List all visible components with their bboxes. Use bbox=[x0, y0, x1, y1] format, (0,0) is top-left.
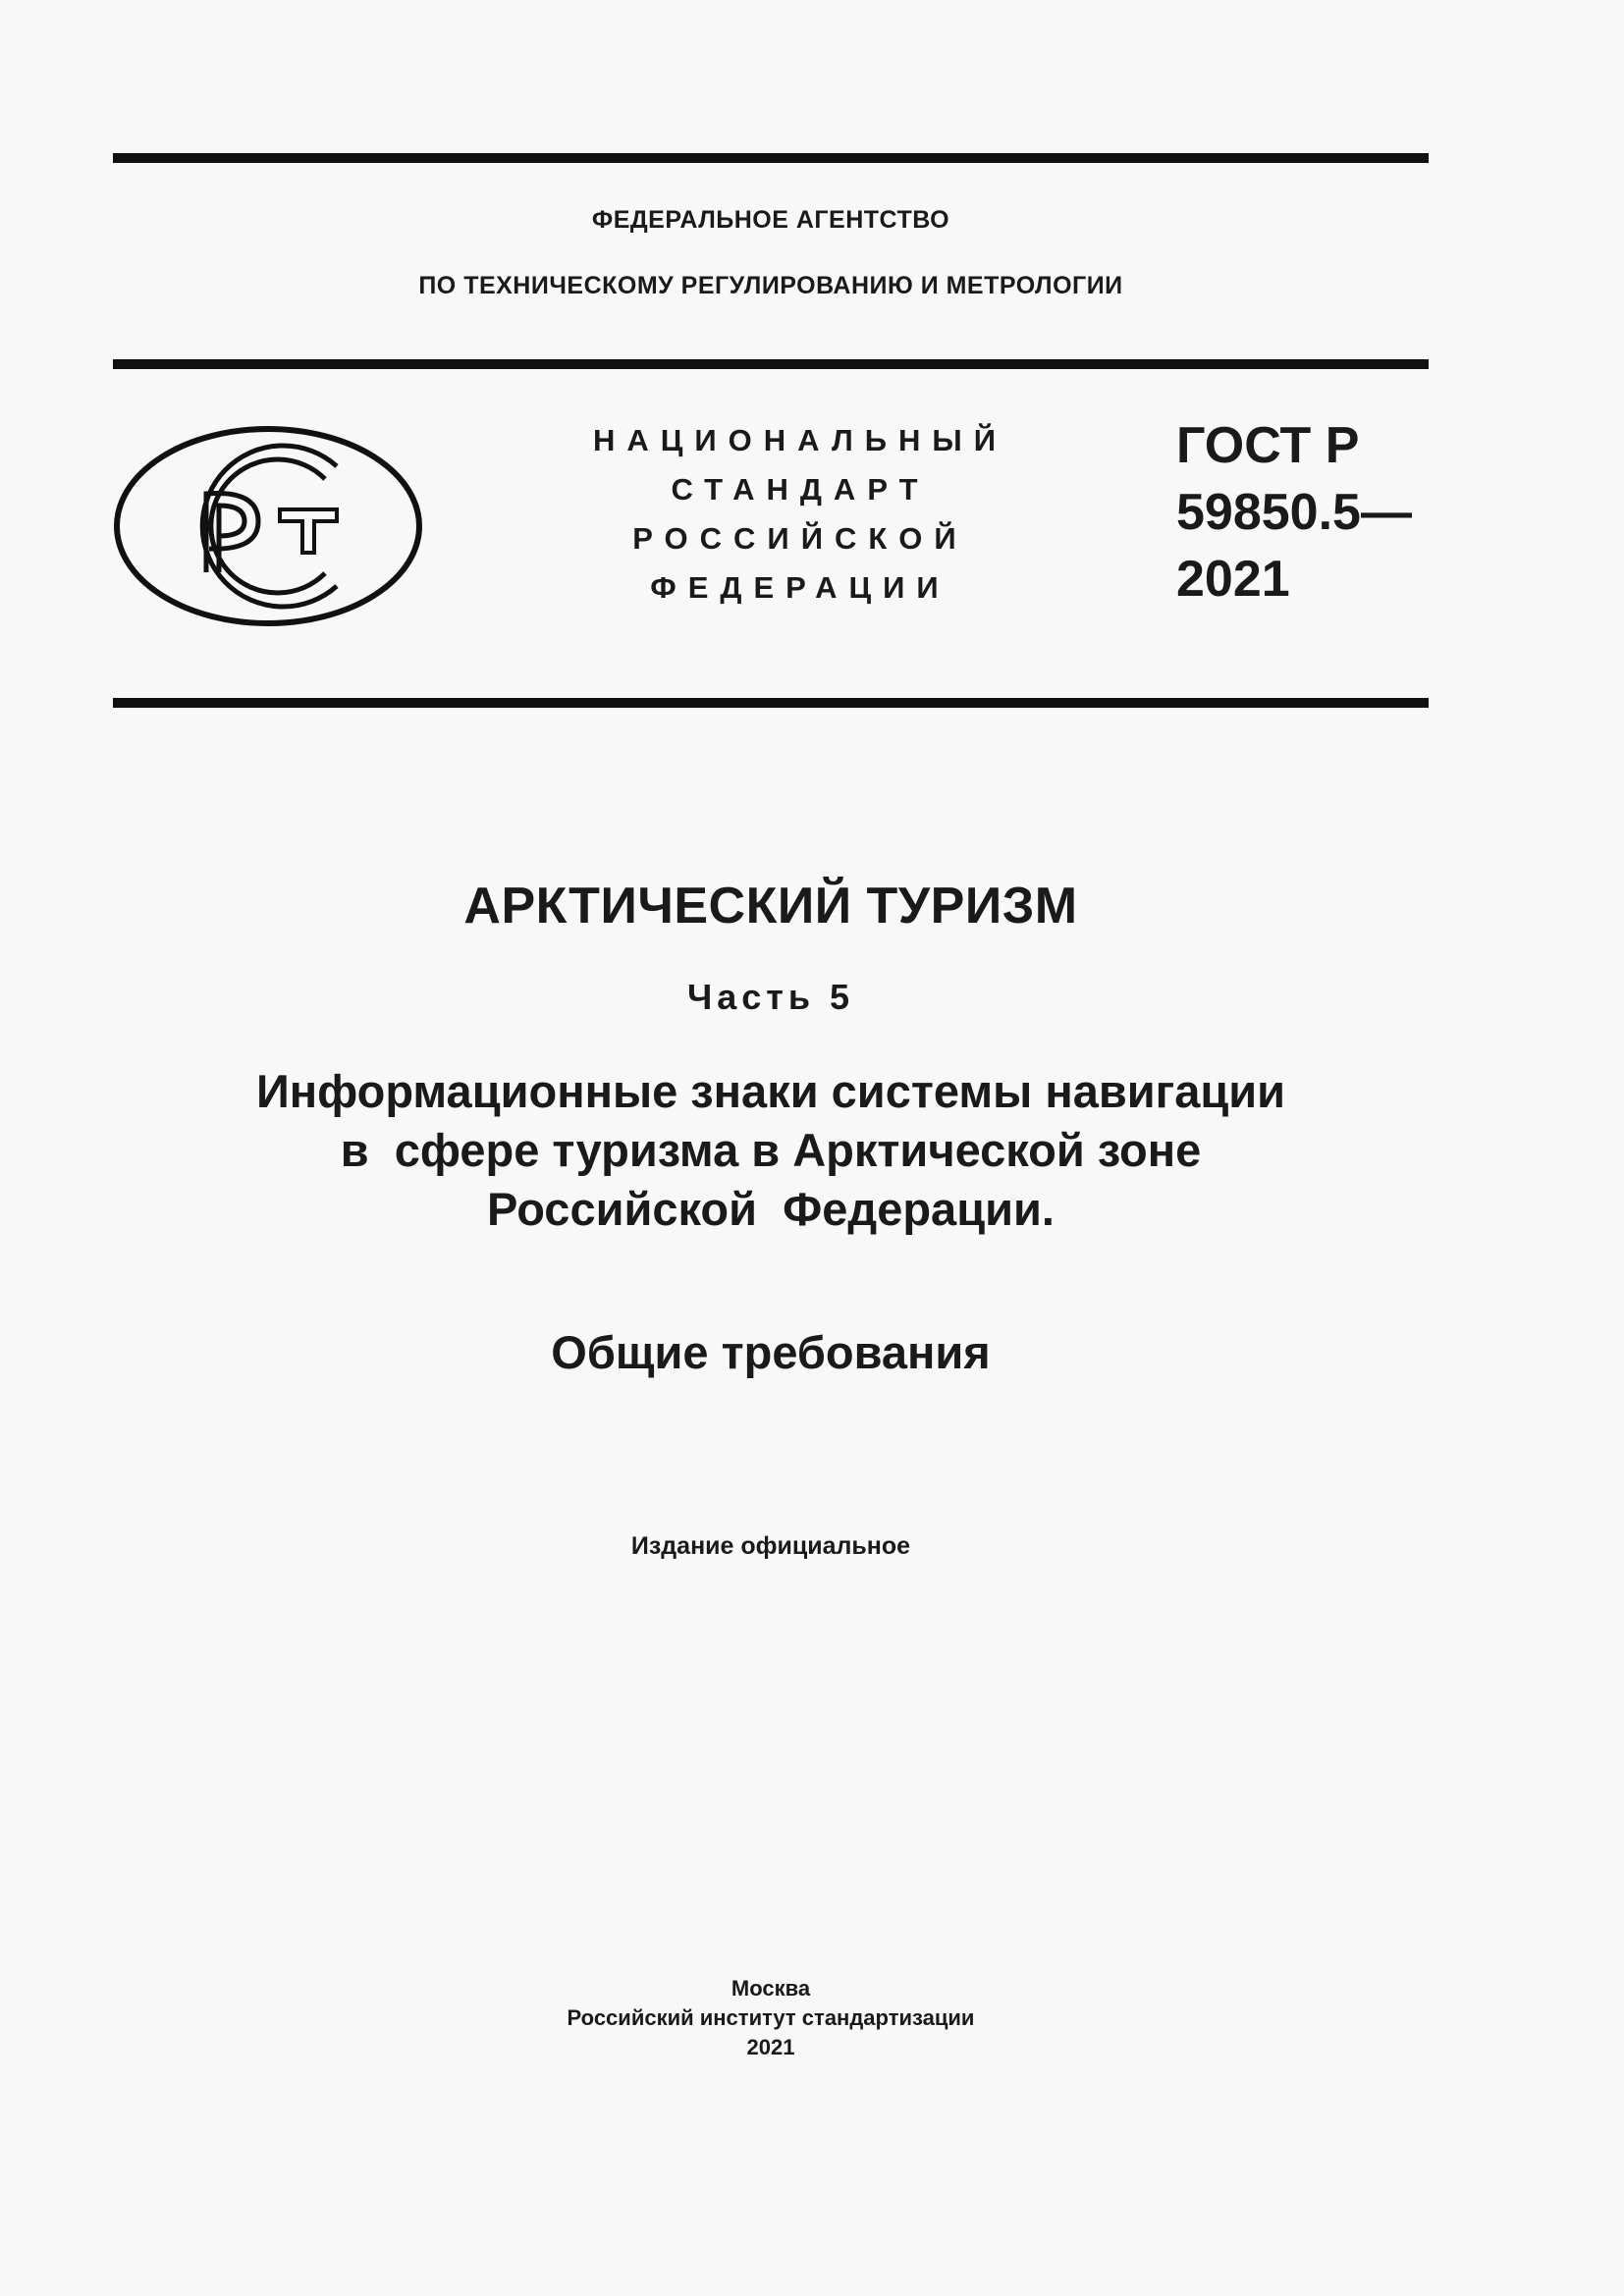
document-requirements-heading: Общие требования bbox=[551, 1326, 991, 1378]
subtitle-line-2: в сфере туризма в Арктической зоне bbox=[340, 1124, 1202, 1176]
national-standard-label bbox=[589, 416, 1011, 613]
designation-line-3: 2021 bbox=[1176, 551, 1290, 608]
document-part-number: Часть 5 bbox=[686, 977, 855, 1017]
subtitle-line-3: Российской Федерации. bbox=[487, 1183, 1055, 1235]
publication-imprint bbox=[113, 1974, 1429, 2062]
title-divider-rule bbox=[113, 698, 1429, 708]
header-divider-rule bbox=[113, 359, 1429, 369]
national-standard-line-2: СТАНДАРТ bbox=[671, 472, 930, 507]
agency-name-line-2: ПО ТЕХНИЧЕСКОМУ РЕГУЛИРОВАНИЮ И МЕТРОЛОГИИ bbox=[418, 272, 1123, 299]
official-edition-label: Издание официальное bbox=[630, 1532, 911, 1560]
national-standard-line-1: НАЦИОНАЛЬНЫЙ bbox=[592, 423, 1008, 457]
standard-designation bbox=[1176, 412, 1412, 613]
subtitle-line-1: Информационные знаки системы навигации bbox=[255, 1065, 1286, 1117]
national-standard-line-4: ФЕДЕРАЦИИ bbox=[650, 570, 950, 605]
imprint-city: Москва bbox=[731, 1976, 811, 2001]
designation-line-2: 59850.5— bbox=[1176, 484, 1412, 541]
document-subtitle bbox=[113, 1062, 1429, 1239]
rst-certification-mark-icon bbox=[113, 425, 423, 627]
top-rule bbox=[113, 153, 1429, 163]
agency-name-line-1: ФЕДЕРАЛЬНОЕ АГЕНТСТВО bbox=[591, 206, 950, 234]
national-standard-line-3: РОССИЙСКОЙ bbox=[632, 521, 968, 556]
imprint-publisher: Российский институт стандартизации bbox=[567, 2005, 975, 2030]
designation-line-1: ГОСТ Р bbox=[1176, 417, 1360, 474]
imprint-year: 2021 bbox=[746, 2035, 795, 2059]
document-main-title: АРКТИЧЕСКИЙ ТУРИЗМ bbox=[463, 878, 1078, 934]
